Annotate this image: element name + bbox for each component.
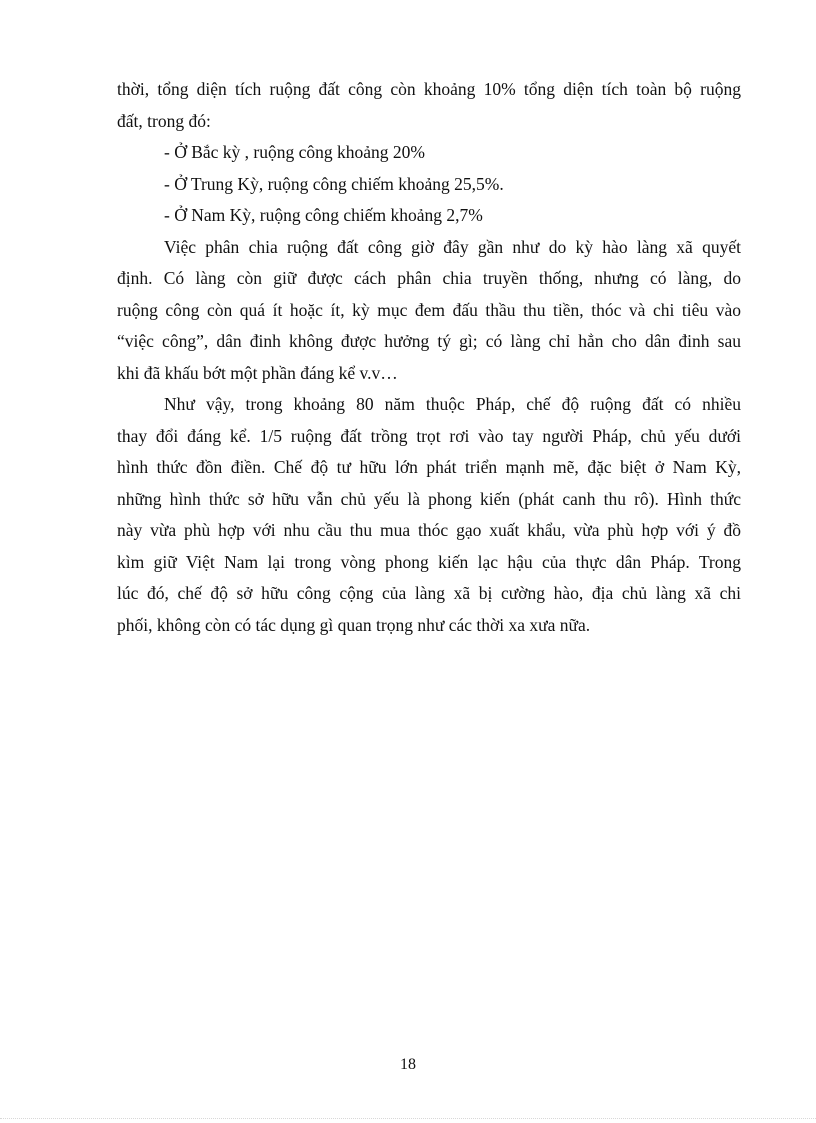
text-line: ruộng công còn quá ít hoặc ít, kỳ mục đem đấu thầu thu tiền, thóc và chi tiêu vào [117,299,741,320]
text-line: lúc đó, chế độ sở hữu công cộng của làng xã bị cường hào, địa chủ làng xã chi [117,583,741,603]
text-line: những hình thức sở hữu vẫn chủ yếu là phong kiến (phát canh thu rô). Hình thức [117,488,741,509]
text-line: phối, không còn có tác dụng gì quan trọng như các thời xa xưa nữa. [117,614,591,635]
paragraph-first-line: Như vậy, trong khoảng 80 năm thuộc Pháp, chế độ ruộng đất có nhiều [164,394,741,414]
page-body [117,74,741,641]
page-bottom-divider [0,1118,816,1119]
page-number: 18 [400,1056,416,1073]
text-line: khi đã khấu bớt một phần đáng kể v.v… [117,362,398,383]
text-line: đất, trong đó: [117,110,211,131]
text-line: “việc công”, dân đinh không được hưởng tý gì; có làng chỉ hẳn cho dân đinh sau [117,331,741,351]
text-line: hình thức đồn điền. Chế độ tư hữu lớn phát triển mạnh mẽ, đặc biệt ở Nam Kỳ, [117,457,741,477]
list-item: - Ở Bắc kỳ , ruộng công khoảng 20% [164,142,425,162]
paragraph-first-line: Việc phân chia ruộng đất công giờ đây gần như do kỳ hào làng xã quyết [164,236,741,257]
list-item: - Ở Trung Kỳ, ruộng công chiếm khoảng 25,5%. [164,173,504,194]
text-line: định. Có làng còn giữ được cách phân chia truyền thống, nhưng có làng, do [117,268,741,288]
text-line: thời, tổng diện tích ruộng đất công còn khoảng 10% tổng diện tích toàn bộ ruộng [117,79,741,99]
text-line: kìm giữ Việt Nam lại trong vòng phong kiến lạc hậu của thực dân Pháp. Trong [117,551,741,572]
text-line: này vừa phù hợp với nhu cầu thu mua thóc gạo xuất khẩu, vừa phù hợp với ý đồ [117,520,741,540]
list-item: - Ở Nam Kỳ, ruộng công chiếm khoảng 2,7% [164,205,483,225]
text-line: thay đổi đáng kể. 1/5 ruộng đất trồng trọt rơi vào tay người Pháp, chủ yếu dưới [117,425,741,446]
